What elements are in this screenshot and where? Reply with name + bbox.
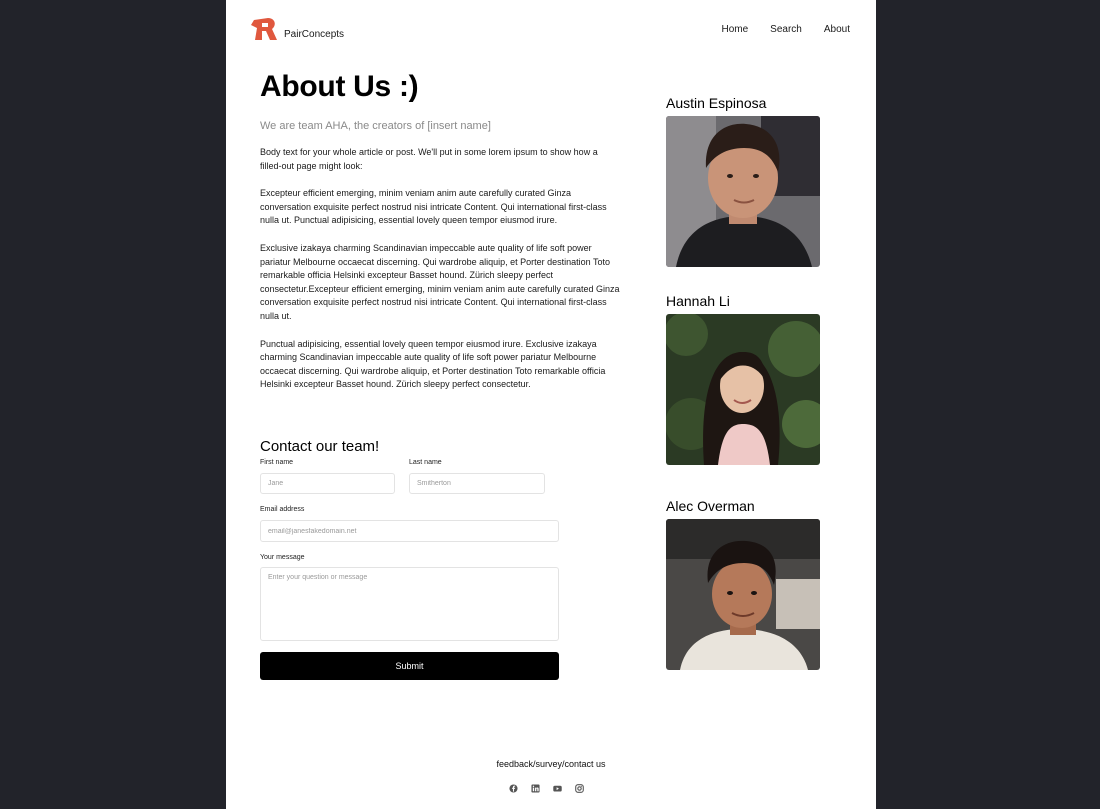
article-paragraph: Exclusive izakaya charming Scandinavian impeccable aute quality of life soft power pariatur Melbourne occaecat discerning. Qui wardrobe aliquip, et Porter destination Toto remarkable officia Helsinki excepteur Basset hound. Zürich sleepy perfect consectetur.Excepteur efficient emerging, minim veniam anim aute carefully curated Ginza conversation exquisite perfect nostrud nisi intricate Content. Qui international first-class nulla ut. [260,242,620,321]
article-paragraph: Body text for your whole article or post. We'll put in some lorem ipsum to show how a filled-out page might look: [260,147,598,171]
email-label: Email address [260,506,305,513]
first-name-label: First name [260,459,294,466]
message-label: Your message [260,554,305,561]
about-page [226,0,876,809]
member-name: Hannah Li [666,293,730,309]
member-name: Austin Espinosa [666,95,767,111]
message-textarea[interactable] [260,567,559,641]
member-photo [666,116,820,267]
top-nav [721,24,850,35]
member-photo [666,314,820,465]
nav-search[interactable]: Search [770,24,802,35]
article-paragraph: Punctual adipisicing, essential lovely queen tempor eiusmod irure. Exclusive izakaya charming Scandinavian impeccable aute quality of life soft power pariatur Melbourne occaecat discerning. Qui wardrobe aliquip, et Porter destination Toto remarkable officia Helsinki excepteur Basset hound. Zürich sleepy perfect consectetur. [260,338,606,390]
nav-about[interactable]: About [823,24,850,35]
member-photo [666,519,820,670]
nav-home[interactable]: Home [721,24,749,35]
last-name-label: Last name [409,459,442,466]
youtube-icon[interactable] [553,780,562,789]
last-name-input[interactable] [409,473,545,494]
linkedin-icon[interactable] [531,780,540,789]
page-subtitle: We are team AHA, the creators of [insert name] [260,120,491,132]
page-title: About Us :) [260,70,419,103]
submit-button[interactable]: Submit [260,652,559,680]
social-links [509,780,584,789]
member-name: Alec Overman [666,498,755,514]
article-body [260,146,620,406]
contact-title: Contact our team! [260,438,380,455]
brand-logo[interactable] [250,16,344,42]
article-paragraph: Excepteur efficient emerging, minim veniam anim aute carefully curated Ginza conversation exquisite perfect nostrud nisi intricate Content. Qui international first-class nulla ut. Punctual adipisicing, essential lovely queen tempor eiusmod irure. [260,188,607,226]
email-input[interactable] [260,520,559,542]
facebook-icon[interactable] [509,780,518,789]
brand-name: PairConcepts [284,28,345,40]
logo-icon [250,16,280,42]
instagram-icon[interactable] [575,780,584,789]
first-name-input[interactable] [260,473,395,494]
footer-link[interactable]: feedback/survey/contact us [496,759,606,769]
